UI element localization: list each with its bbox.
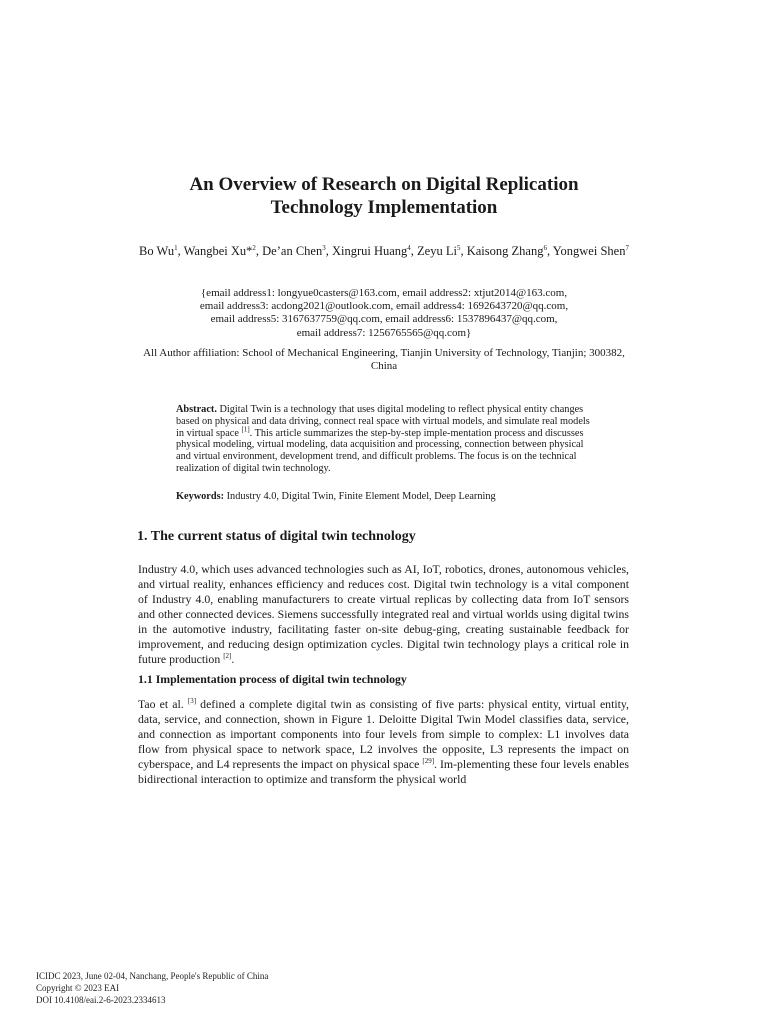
author-name: Bo Wu [139, 244, 175, 258]
citation: [29] [422, 757, 435, 766]
author-sup: 7 [625, 243, 629, 252]
citation: [2] [223, 652, 232, 661]
email-line: email address3: acdong2021@outlook.com, email address4: 1692643720@qq.com, [199, 300, 569, 313]
author-affiliation: All Author affiliation: School of Mechanical Engineering, Tianjin University of Technology, Tianjin; 300382, China [143, 347, 625, 373]
title-line-1: An Overview of Research on Digital Replication [189, 174, 579, 195]
author-sup: 2 [252, 243, 256, 252]
author-sup: 3 [322, 243, 326, 252]
footer-conference: ICIDC 2023, June 02-04, Nanchang, People's Republic of China [36, 971, 269, 981]
body-paragraph [138, 697, 629, 787]
abstract-text: Digital Twin is a technology that uses digital modeling to reflect physical entity changes based on physical and data driving, connect real space with virtual models, and simulate real models in virtual space [176, 404, 590, 439]
abstract [176, 404, 594, 475]
author-name: Zeyu Li [417, 244, 457, 258]
author-sup: 4 [407, 243, 411, 252]
author-name: Wangbei Xu* [183, 244, 253, 258]
citation: [3] [187, 697, 197, 706]
email-line: {email address1: longyue0casters@163.com, email address2: xtjut2014@163.com, [200, 287, 568, 299]
abstract-label: Abstract. [176, 404, 217, 415]
keywords-text: Industry 4.0, Digital Twin, Finite Element Model, Deep Learning [224, 491, 496, 502]
author-name: De’an Chen [262, 244, 323, 258]
author-sup: 6 [543, 243, 547, 252]
paper-title [0, 173, 768, 219]
keywords-label: Keywords: [176, 491, 225, 502]
title-line-2: Technology Implementation [270, 197, 498, 218]
subsection-heading: 1.1 Implementation process of digital twin technology [138, 672, 407, 686]
page-footer [36, 971, 268, 1006]
paragraph-text: defined a complete digital twin as consisting of five parts: physical entity, virtual entity, data, service, and connection, shown in Figure 1. Deloitte Digital Twin Model classifies data, service, and connection as important components into four levels from simple to complex: L1 involves data flow from physical space to network space, L2 involves the opposite, L3 represents the impact on cyberspace, and L4 represents the impact on physical space [138, 697, 629, 771]
email-line: email address5: 3167637759@qq.com, email address6: 1537896437@qq.com, [210, 313, 558, 326]
footer-copyright: Copyright © 2023 EAI [36, 982, 120, 993]
author-sup: 5 [456, 243, 461, 252]
author-sup: 1 [174, 243, 178, 252]
author-name: Xingrui Huang [331, 244, 408, 258]
citation: [1] [241, 425, 250, 434]
author-emails [150, 287, 618, 340]
paragraph-text: . Im-plementing these four levels enables bidirectional interaction to optimize and transform the physical world [138, 757, 629, 786]
email-line: email address7: 1256765565@qq.com} [296, 326, 472, 339]
author-name: Kaisong Zhang [466, 244, 544, 258]
keywords [176, 491, 594, 503]
author-name: Yongwei Shen [552, 244, 626, 258]
abstract-text: . This article summarizes the step-by-step imple-mentation process and discusses physical modeling, virtual modeling, data acquisition and processing, connection between physical and virtual environment, development trend, and difficult problems. The focus is on the technical realization of digital twin technology. [176, 427, 584, 474]
section-heading: 1. The current status of digital twin technology [137, 529, 416, 544]
paragraph-text: . [231, 652, 235, 666]
paragraph-text: Industry 4.0, which uses advanced technologies such as AI, IoT, robotics, drones, autonomous vehicles, and virtual reality, enhances efficiency and reduces cost. Digital twin technology is a vital component of Industry 4.0, enabling manufacturers to create virtual replicas by collecting data from IoT sensors and other connected devices. Siemens successfully integrated real and virtual worlds using digital twins in the automotive industry, facilitating faster on-site debug-ging, creating sustainable feedback for improvement, and reducing design optimization cycles. Digital twin technology plays a critical role in future production [138, 562, 629, 666]
footer-doi: DOI 10.4108/eai.2-6-2023.2334613 [36, 994, 166, 1005]
paragraph-text: Tao et al. [138, 697, 188, 711]
author-list: Bo Wu$^1$, Wangbei Xu*$^2$, De’an Chen$^3$, Xingrui Huang$^4$, Zeyu Li$^5$, Kaisong Zhang$^6$, Yongwei Shen$^7$ [139, 243, 629, 258]
body-paragraph [138, 562, 629, 667]
